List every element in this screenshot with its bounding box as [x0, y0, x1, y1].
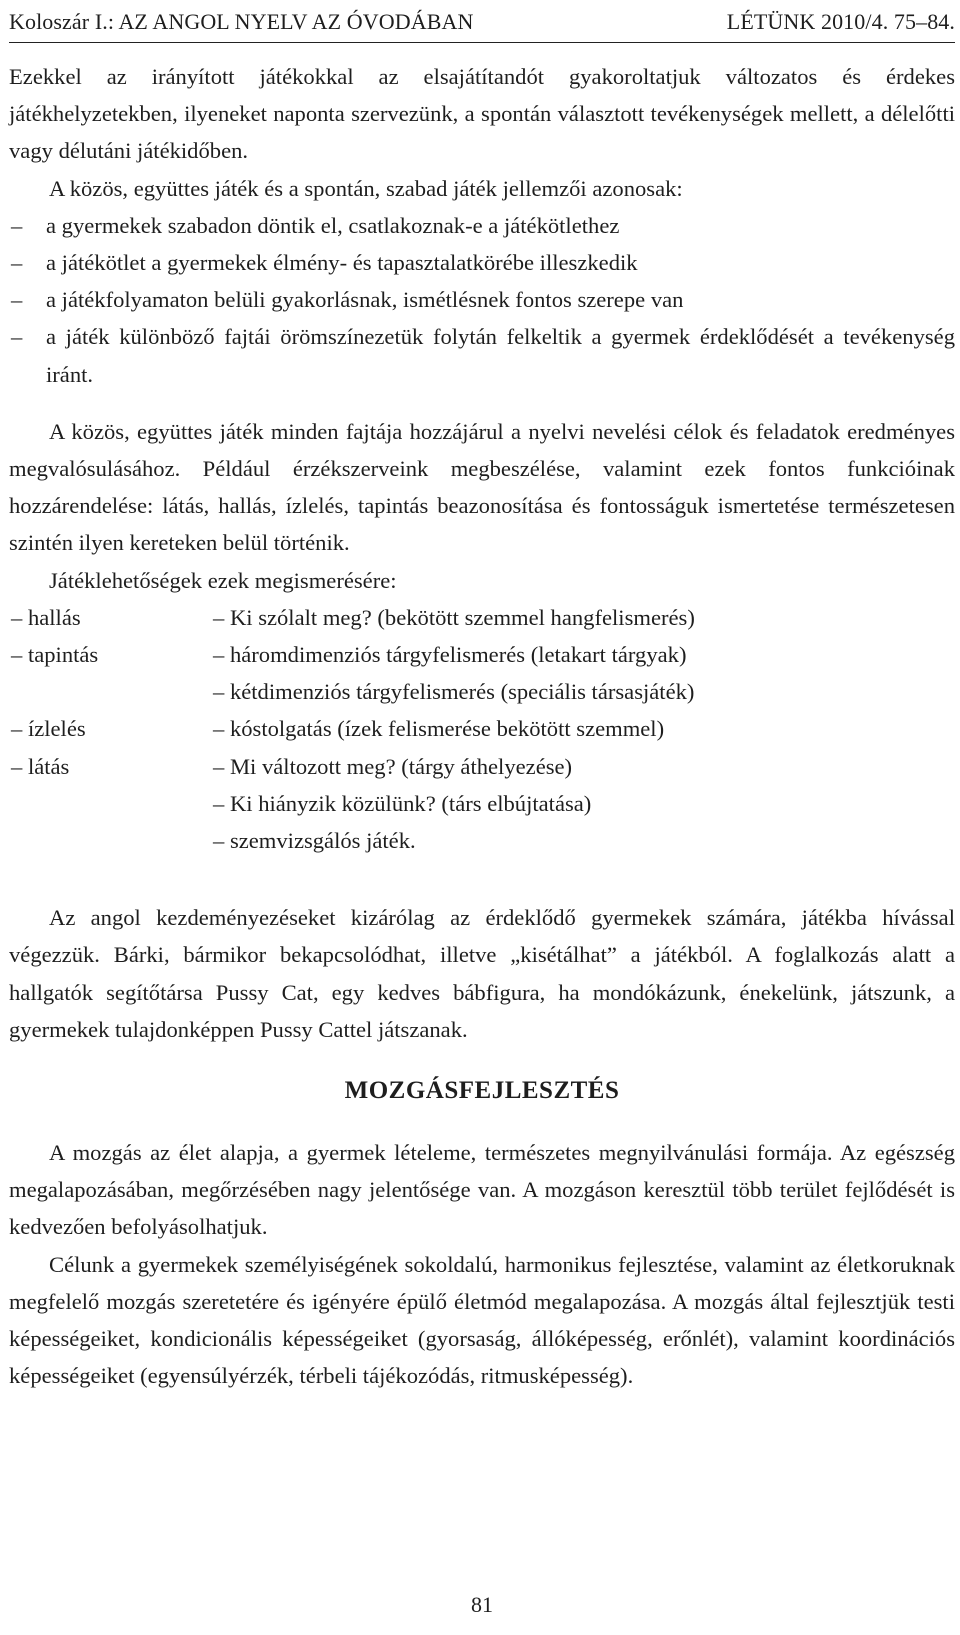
sense-label: – látás [11, 753, 70, 779]
list-item: – a gyermekek szabadon döntik el, csatlakoznak-e a játékötlethez [11, 212, 620, 238]
sense-activity: – Ki szólalt meg? (bekötött szemmel hangfelismerés) [213, 604, 695, 630]
list-item: – a játék különböző fajtái örömszínezetük folytán felkeltik a gyermek érdeklődését a tevékenység iránt. [11, 324, 955, 387]
senses-intro: Játéklehetőségek ezek megismerésére: [49, 567, 397, 593]
header-rule [9, 42, 955, 43]
table-row [9, 710, 955, 747]
header-author-title: Koloszár I.: AZ ANGOL NYELV AZ ÓVODÁBAN [9, 9, 474, 34]
sense-activity: – Mi változott meg? (tárgy áthelyezése) [213, 753, 573, 779]
table-row [9, 822, 955, 859]
spacer [9, 393, 955, 413]
paragraph-5: Célunk a gyermekek személyiségének sokoldalú, harmonikus fejlesztése, valamint az életkoruknak megfelelő mozgás szeretetére és igényére épülő életmód megalapozása. A mozgás által fejlesztjük testi képességeiket, kondicionális képességeiket (gyorsaság, állóképesség, erőnlét), valamint koordinációs képességeiket (egyensúlyérzék, térbeli tájékozódás, ritmusképesség). [9, 1251, 955, 1389]
header-journal-ref: LÉTÜNK 2010/4. 75–84. [726, 9, 955, 34]
sense-label: – ízlelés [11, 716, 86, 742]
list-item: – a játékfolyamaton belüli gyakorlásnak, ismétlésnek fontos szerepe van [11, 287, 684, 313]
sense-label [9, 673, 213, 710]
table-row [9, 636, 955, 673]
table-row [9, 748, 955, 785]
section-heading: MOZGÁSFEJLESZTÉS [344, 1076, 620, 1104]
feature-list [9, 207, 955, 393]
sense-label: – hallás [11, 604, 81, 630]
spacer [9, 859, 955, 899]
paragraph-4: A mozgás az élet alapja, a gyermek lételeme, természetes megnyilvánulási formája. Az egészség megalapozásában, megőrzésében nagy jelentősége van. A mozgáson keresztül több terület fejlődését is kedvezően befolyásolhatjuk. [9, 1139, 955, 1240]
sense-activity: – szemvizsgálós játék. [213, 827, 416, 853]
list-intro: A közös, együttes játék és a spontán, szabad játék jellemzői azonosak: [49, 175, 683, 201]
table-row [9, 673, 955, 710]
table-row [9, 599, 955, 636]
sense-label [9, 785, 213, 822]
body-text [9, 58, 955, 1394]
running-header [9, 6, 955, 38]
list-item: – a játékötlet a gyermekek élmény- és tapasztalatkörébe illeszkedik [11, 250, 638, 276]
sense-label: – tapintás [11, 642, 99, 668]
paragraph-3: Az angol kezdeményezéseket kizárólag az érdeklődő gyermekek számára, játékba hívással végezzük. Bárki, bármikor bekapcsolódhat, illetve „kisétálhat” a játékból. A foglalkozás alatt a hallgatók segítőtársa Pussy Cat, egy kedves bábfigura, ha mondókázunk, énekelünk, játszunk, a gyermekek tulajdonképpen Pussy Cattel játszanak. [9, 905, 955, 1042]
paragraph-2: A közös, együttes játék minden fajtája hozzájárul a nyelvi nevelési célok és feladatok eredményes megvalósulásához. Például érzékszerveink megbeszélése, valamint ezek fontos funkcióinak hozzárendelése: látás, hallás, ízlelés, tapintás beazonosítása és fontosságuk ismertetése természetesen szintén ilyen kereteken belül történik. [9, 418, 955, 556]
sense-activity: – kóstolgatás (ízek felismerése bekötött szemmel) [213, 716, 665, 742]
sense-activity: – háromdimenziós tárgyfelismerés (letakart tárgyak) [213, 642, 687, 668]
table-row [9, 785, 955, 822]
sense-activity: – kétdimenziós tárgyfelismerés (speciális társasjáték) [213, 679, 695, 705]
senses-table [9, 599, 955, 859]
sense-activity: – Ki hiányzik közülünk? (társ elbújtatása) [213, 790, 592, 816]
paragraph-1: Ezekkel az irányított játékokkal az elsajátítandót gyakoroltatjuk változatos és érdekes játékhelyzetekben, ilyeneket naponta szervezünk, a spontán választott tevékenységek mellett, a délelőtti vagy délutáni játékidőben. [9, 64, 955, 164]
sense-label [9, 822, 213, 859]
page-number: 81 [471, 1592, 493, 1617]
